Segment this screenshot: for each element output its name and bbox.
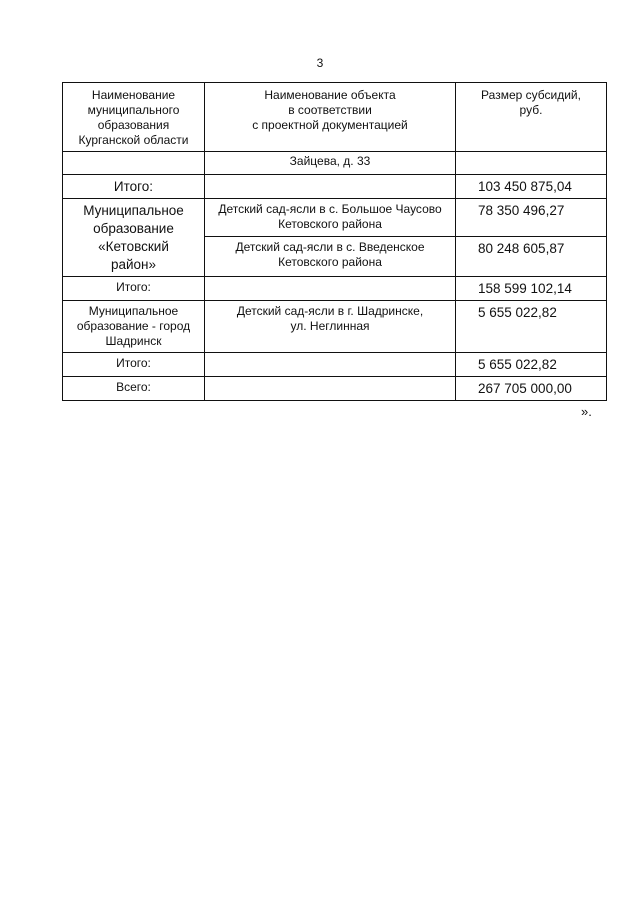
header-amount: Размер субсидий, руб. <box>456 83 607 152</box>
cell-amount <box>456 152 607 175</box>
grand-total-object <box>205 377 456 401</box>
table-header-row <box>63 83 607 152</box>
cell-object: Детский сад-ясли в г. Шадринске, ул. Неглинная <box>205 301 456 353</box>
subsidy-table <box>62 82 607 401</box>
table-row-item <box>63 301 607 353</box>
closing-quote-mark: ». <box>581 404 592 419</box>
total-object <box>205 353 456 377</box>
total-label: Итого: <box>63 277 205 301</box>
total-amount: 5 655 022,82 <box>456 353 607 377</box>
cell-municipality: Муниципальное образование «Кетовский район» <box>63 199 205 277</box>
total-amount: 103 450 875,04 <box>456 175 607 199</box>
table-row-continuation <box>63 152 607 175</box>
cell-municipality: Муниципальное образование - город Шадринск <box>63 301 205 353</box>
header-object: Наименование объекта в соответствии с проектной документацией <box>205 83 456 152</box>
table-row-item <box>63 199 607 237</box>
table-row-grand-total <box>63 377 607 401</box>
cell-object: Детский сад-ясли в с. Введенское Кетовского района <box>205 237 456 277</box>
cell-object: Зайцева, д. 33 <box>205 152 456 175</box>
total-amount: 158 599 102,14 <box>456 277 607 301</box>
grand-total-label: Всего: <box>63 377 205 401</box>
header-municipality: Наименование муниципального образования Курганской области <box>63 83 205 152</box>
table-row-total <box>63 277 607 301</box>
table-row-total <box>63 353 607 377</box>
total-label: Итого: <box>63 175 205 199</box>
cell-object: Детский сад-ясли в с. Большое Чаусово Кетовского района <box>205 199 456 237</box>
total-object <box>205 175 456 199</box>
cell-amount: 80 248 605,87 <box>456 237 607 277</box>
cell-amount: 5 655 022,82 <box>456 301 607 353</box>
grand-total-amount: 267 705 000,00 <box>456 377 607 401</box>
cell-amount: 78 350 496,27 <box>456 199 607 237</box>
total-label: Итого: <box>63 353 205 377</box>
cell-municipality <box>63 152 205 175</box>
page-number: 3 <box>316 56 324 70</box>
total-object <box>205 277 456 301</box>
table-row-total <box>63 175 607 199</box>
